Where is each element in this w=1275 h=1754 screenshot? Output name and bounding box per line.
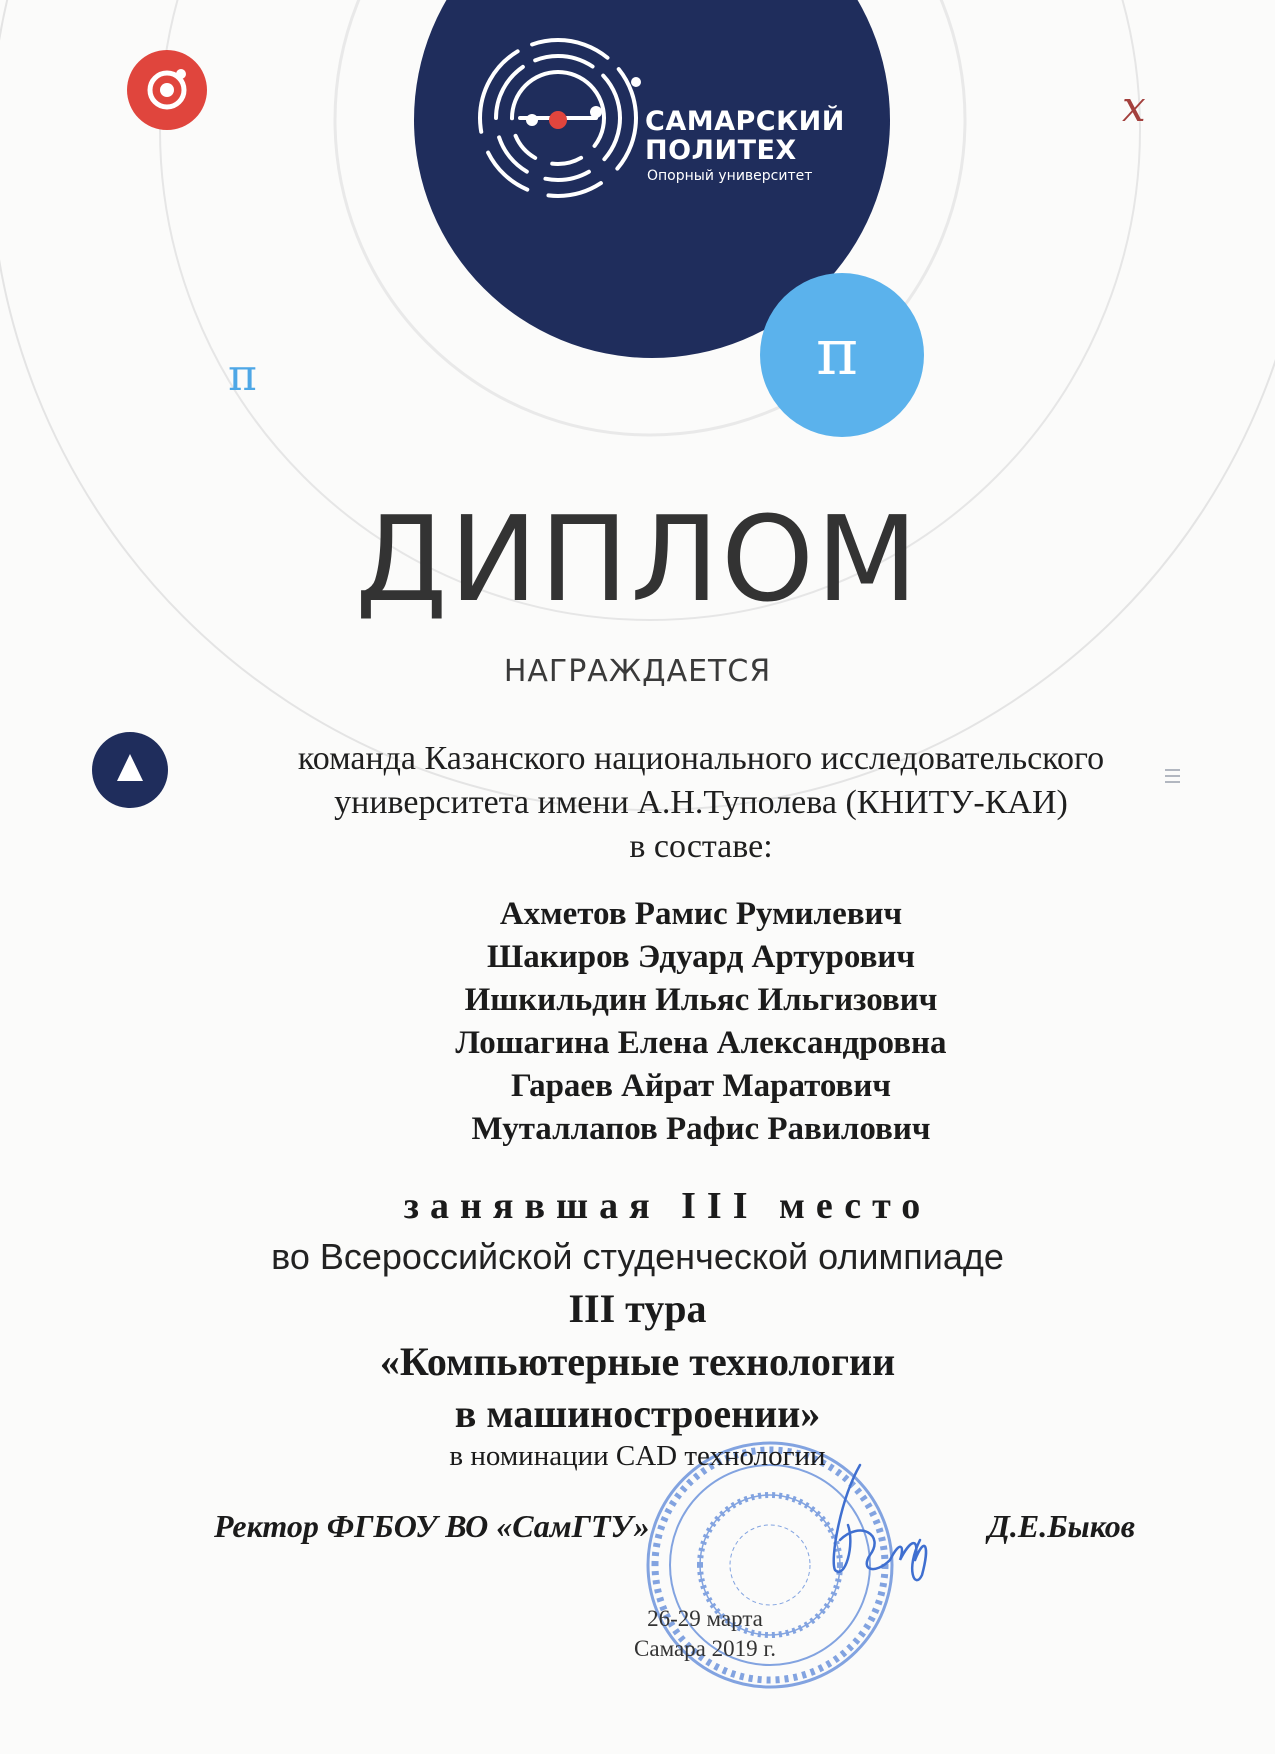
logo-core-dot bbox=[549, 111, 567, 129]
signer-name: Д.Е.Быков bbox=[988, 1508, 1136, 1544]
competition-title-line: «Компьютерные технологии bbox=[379, 1339, 896, 1384]
member-name: Ишкильдин Ильяс Ильгизович bbox=[464, 982, 938, 1018]
approx-equal-icon bbox=[1165, 770, 1180, 782]
signatory-title: Ректор ФГБОУ ВО «СамГТУ» bbox=[214, 1508, 650, 1544]
event-dates: 26-29 марта bbox=[647, 1606, 763, 1631]
x-symbol: x bbox=[1122, 82, 1146, 131]
awarded-heading: НАГРАЖДАЕТСЯ bbox=[503, 654, 772, 689]
team-line: команда Казанского национального исследовательского bbox=[297, 740, 1105, 777]
competition-title-line: в машиностроении» bbox=[454, 1391, 821, 1436]
team-line: университета имени А.Н.Туполева (КНИТУ-КАИ) bbox=[334, 784, 1068, 821]
member-name: Ахметов Рамис Румилевич bbox=[499, 896, 903, 932]
logo-tagline: Опорный университет bbox=[647, 168, 813, 184]
member-name: Лошагина Елена Александровна bbox=[455, 1025, 947, 1061]
member-name: Муталлапов Рафис Равилович bbox=[471, 1111, 931, 1147]
round-line: III тура bbox=[568, 1286, 707, 1331]
team-line: в составе: bbox=[629, 828, 773, 865]
olympiad-line: во Всероссийской студенческой олимпиаде bbox=[271, 1236, 1004, 1277]
logo-top-dot bbox=[631, 77, 641, 87]
logo-left-dot bbox=[526, 114, 538, 126]
logo-name-line2: ПОЛИТЕХ bbox=[645, 135, 797, 166]
nomination-line: в номинации CAD технологии bbox=[449, 1440, 826, 1472]
logo-name-line1: САМАРСКИЙ bbox=[645, 106, 845, 137]
member-name: Шакиров Эдуард Артурович bbox=[486, 939, 916, 975]
event-place-year: Самара 2019 г. bbox=[634, 1636, 776, 1661]
diploma-title: ДИПЛОМ bbox=[355, 490, 920, 628]
member-list bbox=[246, 893, 1156, 1151]
pi-symbol-small: π bbox=[228, 350, 257, 401]
logo-right-dot bbox=[590, 106, 602, 118]
place-statement: занявшая III место bbox=[403, 1185, 932, 1227]
member-name: Гараев Айрат Маратович bbox=[510, 1068, 891, 1104]
pi-symbol-badge: π bbox=[816, 316, 859, 390]
